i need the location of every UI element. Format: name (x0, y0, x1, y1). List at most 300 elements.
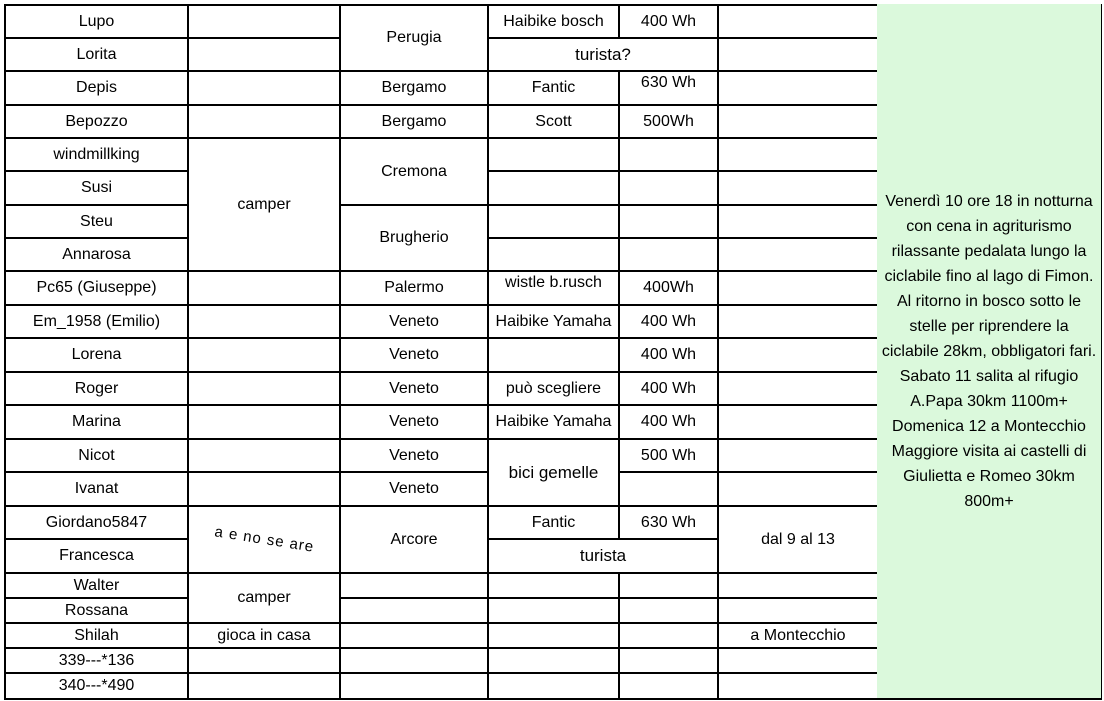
grid-line (717, 698, 879, 700)
city-text: Veneto (389, 413, 439, 430)
cell-name[interactable] (6, 574, 187, 597)
grid-line (4, 104, 6, 139)
cell-dates[interactable] (719, 39, 877, 70)
grid-line (187, 70, 341, 72)
cell-name[interactable] (6, 599, 187, 622)
grid-line (339, 471, 341, 507)
grid-line (4, 137, 189, 139)
cell-dates[interactable] (719, 306, 877, 337)
grid-line (487, 37, 620, 39)
cell-dates[interactable] (719, 406, 877, 438)
cell-transport[interactable] (189, 339, 339, 371)
name-text: 339---*136 (58, 651, 135, 669)
cell-dates[interactable] (719, 272, 877, 304)
cell-city[interactable] (341, 649, 487, 672)
grid-line (187, 622, 341, 624)
cell-bike[interactable] (489, 6, 618, 37)
name-text: Pc65 (Giuseppe) (36, 279, 157, 296)
grid-line (187, 404, 189, 440)
cell-name[interactable] (6, 306, 187, 337)
grid-line (487, 622, 620, 624)
cell-battery[interactable] (620, 574, 717, 597)
cell-dates[interactable] (719, 72, 877, 104)
name-text: Steu (80, 212, 113, 230)
battery-text: 400 Wh (640, 379, 697, 397)
cell-bike[interactable] (489, 106, 618, 137)
bike-text: Haibike Yamaha (495, 312, 612, 330)
cell-city[interactable] (341, 373, 487, 404)
battery-text: 630 Wh (640, 74, 697, 91)
cell-battery[interactable] (620, 624, 717, 647)
grid-line (487, 572, 489, 599)
grid-line (487, 597, 489, 624)
battery-text: 500Wh (643, 112, 694, 130)
grid-line (487, 438, 620, 440)
cell-bike[interactable] (489, 674, 618, 698)
grid-line (717, 4, 879, 6)
grid-line (187, 371, 341, 373)
cell-name[interactable] (6, 206, 187, 237)
grid-line (717, 170, 719, 206)
cell-name[interactable] (6, 72, 187, 104)
city-text: Perugia (386, 29, 442, 46)
transport-text: camper (237, 195, 291, 213)
cell-bike[interactable] (489, 440, 618, 505)
grid-line (717, 597, 879, 599)
grid-line (4, 4, 189, 6)
cell-bike[interactable] (489, 72, 618, 104)
grid-line (339, 37, 341, 72)
grid-line (618, 137, 719, 139)
grid-line (339, 647, 341, 674)
grid-line (717, 471, 879, 473)
program-note-text: Venerdì 10 ore 18 in notturna con cena in agriturismo rilassante pedalata lungo la ciclabile fino al lago di Fimon. Al ritorno in bosco sotto le stelle per riprendere la ciclabile 28km, obbligatori fari. Sabato 11 salita al rifugio A.Papa 30km 1100m+ Domenica 12 a Montecchio Maggiore visita ai castelli di Giulietta e Romeo 30km 800m+ (881, 192, 1097, 510)
cell-transport[interactable] (189, 624, 339, 647)
grid-line (339, 4, 489, 6)
grid-line (187, 647, 341, 649)
grid-line (4, 471, 6, 507)
grid-line (717, 37, 879, 39)
grid-line (187, 438, 341, 440)
cell-city[interactable] (341, 507, 487, 572)
grid-line (487, 204, 620, 206)
cell-name[interactable] (6, 373, 187, 404)
cell-dates[interactable] (719, 624, 877, 647)
name-text: Bepozzo (65, 112, 128, 130)
grid-line (339, 647, 489, 649)
cell-city[interactable] (341, 272, 487, 304)
grid-line (339, 438, 341, 473)
cell-dates[interactable] (719, 172, 877, 204)
grid-line (487, 371, 620, 373)
cell-transport[interactable] (189, 106, 339, 137)
grid-line (487, 505, 489, 540)
grid-line (4, 622, 6, 649)
cell-dates[interactable] (719, 674, 877, 698)
cell-transport[interactable] (189, 440, 339, 471)
grid-line (187, 438, 189, 473)
grid-line (487, 371, 489, 406)
grid-line (618, 304, 719, 306)
grid-line (339, 104, 489, 106)
cell-city[interactable] (341, 339, 487, 371)
cell-transport[interactable] (189, 272, 339, 304)
grid-line (339, 597, 341, 624)
cell-dates[interactable] (719, 373, 877, 404)
grid-line (187, 137, 189, 172)
cell-transport[interactable] (189, 306, 339, 337)
grid-line (187, 471, 341, 473)
grid-line (339, 337, 489, 339)
cell-dates[interactable] (719, 473, 877, 505)
grid-line (487, 597, 620, 599)
grid-line (618, 572, 620, 599)
grid-line (487, 538, 489, 574)
city-text: Cremona (381, 162, 447, 180)
cell-city[interactable] (341, 674, 487, 698)
grid-line (717, 538, 719, 574)
grid-line (717, 572, 719, 599)
cell-bike[interactable] (489, 272, 618, 304)
grid-line (487, 538, 620, 540)
grid-line (487, 304, 489, 339)
grid-line (717, 70, 879, 72)
cell-city[interactable] (341, 106, 487, 137)
cell-name[interactable] (6, 649, 187, 672)
grid-line (4, 597, 6, 624)
cell-city[interactable] (341, 139, 487, 204)
grid-line (487, 622, 489, 649)
cell-city[interactable] (341, 306, 487, 337)
grid-line (187, 672, 189, 700)
grid-line (187, 647, 189, 674)
cell-dates[interactable] (719, 599, 877, 622)
cell-name[interactable] (6, 406, 187, 438)
cell-name[interactable] (6, 139, 187, 170)
grid-line (187, 538, 189, 574)
cell-name[interactable] (6, 39, 187, 70)
cell-transport[interactable] (189, 507, 339, 572)
grid-line (487, 270, 489, 306)
cell-battery[interactable] (620, 72, 717, 104)
grid-line (4, 538, 6, 574)
cell-transport[interactable] (189, 6, 339, 37)
cell-battery[interactable] (620, 406, 717, 438)
name-text: Shilah (74, 626, 119, 644)
cell-city[interactable] (341, 574, 487, 597)
cell-transport[interactable] (189, 139, 339, 270)
grid-line (4, 538, 189, 540)
grid-line (339, 4, 341, 39)
cell-dates[interactable] (719, 507, 877, 572)
cell-battery[interactable] (620, 507, 717, 538)
grid-line (618, 237, 620, 272)
grid-line (618, 647, 620, 674)
city-text: Veneto (389, 480, 439, 497)
cell-transport[interactable] (189, 574, 339, 622)
grid-line (717, 371, 879, 373)
grid-line (618, 170, 719, 172)
cell-dates[interactable] (719, 649, 877, 672)
grid-line (339, 672, 341, 700)
bike-text: Fantic (531, 79, 576, 96)
cell-battery[interactable] (620, 373, 717, 404)
grid-line (487, 270, 620, 272)
cell-name[interactable] (6, 440, 187, 471)
grid-line (4, 204, 6, 239)
cell-dates[interactable] (719, 106, 877, 137)
grid-line (4, 438, 189, 440)
cell-battery[interactable] (620, 599, 717, 622)
grid-line (618, 371, 719, 373)
cell-dates[interactable] (719, 6, 877, 37)
cell-transport[interactable] (189, 649, 339, 672)
cell-dates[interactable] (719, 206, 877, 237)
grid-line (618, 37, 719, 39)
grid-line (4, 237, 189, 239)
grid-line (339, 572, 489, 574)
grid-line (717, 404, 719, 440)
cell-city[interactable] (341, 473, 487, 505)
name-text: Rossana (64, 601, 129, 619)
cell-city[interactable] (341, 72, 487, 104)
grid-line (717, 438, 719, 473)
grid-line (877, 698, 1102, 700)
cell-bike[interactable] (489, 306, 618, 337)
grid-line (187, 37, 341, 39)
cell-battery[interactable] (620, 139, 717, 170)
grid-line (618, 304, 620, 339)
grid-line (187, 270, 189, 306)
grid-line (339, 698, 489, 700)
grid-line (187, 37, 189, 72)
cell-name[interactable] (6, 507, 187, 538)
name-text: Roger (74, 379, 119, 397)
cell-name[interactable] (6, 473, 187, 505)
cell-bike[interactable] (489, 373, 618, 404)
grid-line (339, 70, 489, 72)
grid-line (618, 270, 620, 306)
grid-line (4, 404, 6, 440)
grid-line (618, 505, 620, 540)
cell-bike[interactable] (489, 599, 618, 622)
grid-line (487, 505, 620, 507)
grid-line (339, 337, 341, 373)
grid-line (618, 204, 719, 206)
cell-city[interactable] (341, 624, 487, 647)
cell-dates[interactable] (719, 239, 877, 270)
cell-bike[interactable] (489, 139, 618, 170)
grid-line (339, 404, 341, 440)
grid-line (717, 4, 719, 39)
cell-name[interactable] (6, 540, 187, 572)
cell-dates[interactable] (719, 440, 877, 471)
cell-transport[interactable] (189, 406, 339, 438)
cell-bike[interactable] (489, 239, 618, 270)
grid-line (187, 104, 341, 106)
grid-line (4, 672, 6, 700)
grid-line (339, 204, 489, 206)
grid-line (618, 237, 719, 239)
grid-line (4, 70, 6, 106)
grid-line (487, 647, 620, 649)
cell-battery[interactable] (620, 106, 717, 137)
grid-line (717, 622, 719, 649)
grid-line (717, 597, 719, 624)
name-text: Walter (73, 576, 120, 594)
grid-line (339, 371, 341, 406)
transport-text: camper (237, 589, 291, 606)
cell-bike[interactable] (489, 574, 618, 597)
cell-battery[interactable] (620, 649, 717, 672)
grid-line (187, 471, 189, 507)
cell-name[interactable] (6, 172, 187, 204)
grid-line (717, 404, 879, 406)
grid-line (4, 204, 189, 206)
dates-text: a Montecchio (750, 626, 846, 644)
grid-line (487, 237, 489, 272)
grid-line (4, 304, 6, 339)
cell-dates[interactable] (719, 574, 877, 597)
grid-line (717, 70, 719, 106)
grid-line (4, 371, 189, 373)
cell-bike[interactable] (489, 649, 618, 672)
bike-text: bici gemelle (508, 462, 599, 482)
grid-line (717, 237, 719, 272)
cell-bike[interactable] (489, 172, 618, 204)
grid-line (618, 371, 620, 406)
grid-line (4, 270, 189, 272)
cell-city[interactable] (341, 406, 487, 438)
cell-battery[interactable] (620, 674, 717, 698)
grid-line (618, 698, 719, 700)
grid-line (618, 104, 719, 106)
grid-line (339, 137, 489, 139)
cell-bike[interactable] (489, 624, 618, 647)
city-text: Bergamo (381, 79, 447, 96)
cell-name[interactable] (6, 6, 187, 37)
grid-line (339, 572, 341, 599)
cell-dates[interactable] (719, 339, 877, 371)
cell-city[interactable] (341, 599, 487, 622)
grid-line (187, 104, 189, 139)
name-text: Lorena (71, 346, 122, 363)
grid-line (339, 404, 489, 406)
cell-bike[interactable] (489, 406, 618, 438)
cell-battery[interactable] (620, 339, 717, 371)
grid-line (618, 471, 719, 473)
grid-line (717, 204, 879, 206)
grid-line (187, 270, 341, 272)
program-note-cell[interactable] (877, 4, 1101, 698)
grid-line (487, 4, 489, 39)
grid-line (339, 304, 341, 339)
grid-line (339, 270, 489, 272)
grid-line (487, 572, 620, 574)
cell-bike[interactable] (489, 206, 618, 237)
cell-battery[interactable] (620, 473, 717, 505)
name-text: windmillking (53, 145, 140, 163)
city-text: Veneto (389, 312, 439, 330)
cell-battery[interactable] (620, 440, 717, 471)
grid-line (487, 170, 620, 172)
grid-line (187, 672, 341, 674)
cell-transport[interactable] (189, 72, 339, 104)
grid-line (487, 337, 620, 339)
grid-line (187, 337, 341, 339)
grid-line (487, 137, 620, 139)
name-text: Nicot (78, 446, 115, 464)
grid-line (187, 137, 341, 139)
battery-text: 500 Wh (640, 446, 697, 464)
grid-line (717, 137, 879, 139)
grid-line (618, 137, 620, 172)
grid-line (187, 4, 341, 6)
grid-line (487, 404, 489, 440)
cell-battery[interactable] (620, 172, 717, 204)
name-text: Lupo (78, 12, 115, 30)
cell-name[interactable] (6, 339, 187, 371)
cell-city[interactable] (341, 6, 487, 70)
name-text: Marina (72, 413, 121, 430)
name-text: Depis (76, 79, 117, 96)
grid-line (487, 672, 489, 700)
cell-battery[interactable] (620, 306, 717, 337)
grid-line (487, 698, 620, 700)
cell-name[interactable] (6, 624, 187, 647)
cell-transport[interactable] (189, 473, 339, 505)
city-text: Palermo (384, 279, 444, 296)
grid-line (4, 237, 6, 272)
cell-transport[interactable] (189, 39, 339, 70)
cell-battery[interactable] (620, 239, 717, 270)
grid-line (618, 4, 620, 39)
cell-name[interactable] (6, 239, 187, 270)
grid-line (618, 404, 620, 440)
grid-line (4, 505, 189, 507)
cell-transport[interactable] (189, 674, 339, 698)
grid-line (717, 170, 879, 172)
grid-line (339, 137, 341, 172)
grid-line (618, 672, 620, 700)
cell-city[interactable] (341, 206, 487, 270)
grid-line (487, 4, 620, 6)
cell-bike[interactable] (489, 339, 618, 371)
grid-line (717, 672, 719, 700)
cell-battery[interactable] (620, 6, 717, 37)
grid-line (487, 672, 620, 674)
grid-line (339, 204, 341, 239)
cell-battery[interactable] (620, 206, 717, 237)
cell-transport[interactable] (189, 373, 339, 404)
grid-line (4, 438, 6, 473)
cell-bike[interactable] (489, 39, 717, 70)
cell-name[interactable] (6, 674, 187, 698)
cell-name[interactable] (6, 106, 187, 137)
grid-line (4, 471, 189, 473)
cell-name[interactable] (6, 272, 187, 304)
grid-line (339, 270, 341, 306)
grid-line (487, 404, 620, 406)
cell-bike[interactable] (489, 507, 618, 538)
grid-line (187, 371, 189, 406)
city-text: Veneto (389, 446, 439, 464)
cell-battery[interactable] (620, 272, 717, 304)
grid-line (618, 471, 620, 507)
cell-dates[interactable] (719, 139, 877, 170)
cell-city[interactable] (341, 440, 487, 471)
cell-bike[interactable] (489, 540, 717, 572)
